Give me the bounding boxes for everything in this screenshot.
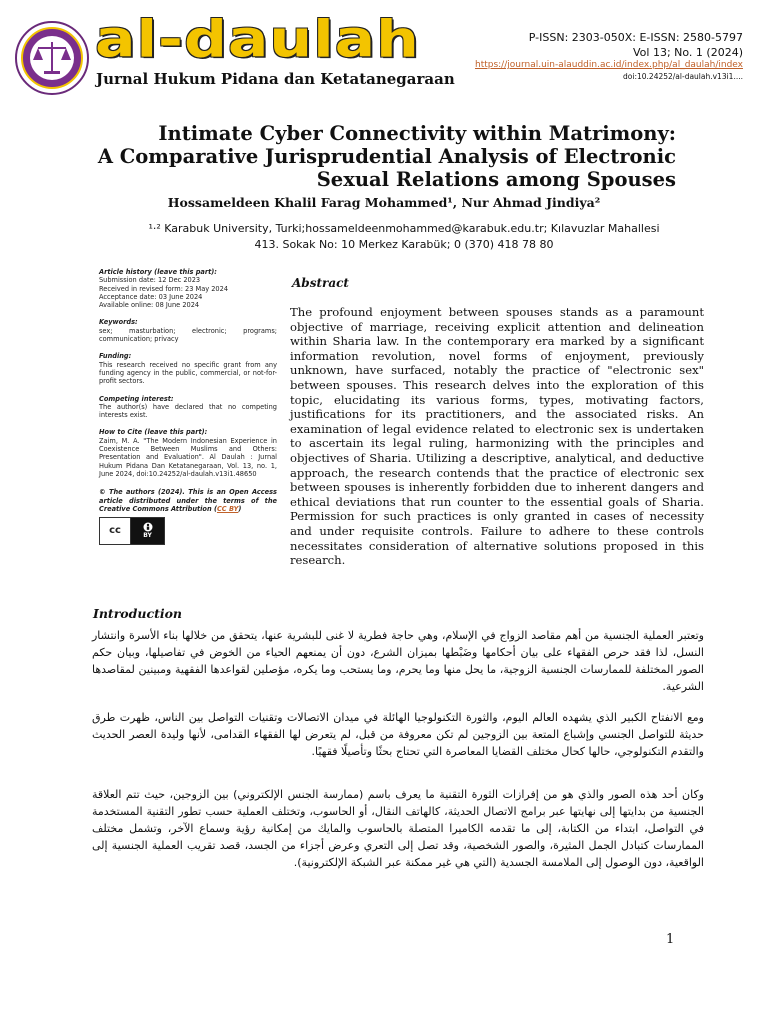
author-affiliation bbox=[120, 221, 688, 253]
title-line: Sexual Relations among Spouses bbox=[316, 168, 676, 191]
cc-by-license-badge[interactable] bbox=[99, 517, 165, 545]
introduction-paragraph: وكان أحد هذه الصور والذي هو من إفرازات الثورة التقنية ما يعرف باسم (ممارسة الجنس الإلكتروني) بين الزوجين، حيث تتم العلاقة الجنسية من بدايتها إلى نهايتها عبر برامج الاتصال الحديثة، كالهاتف النقال، أو الحاسوب، وتختلف العملية حسب تطور التقنية المستخدمة في التواصل، ابتداء من الكتابة، إلى ما تقدمه الكاميرا المتصلة بالحاسوب والمايك من إمكانية رؤية وسماع الآخر، وتشمل مختلف الممارسات كتبادل الجمل المثيرة، والصور الشخصية، وقد تصل إلى التعري وعرض أجزاء من الجسد، قصد تقريب العملية الجنسية إلى الواقعية، دون الوصول إلى الملامسة الجسدية (التي هي غير ممكنة عبر الشبكة الإلكترونية). bbox=[92, 788, 704, 869]
attribution-icon bbox=[131, 518, 164, 544]
online-date: Available online: 08 June 2024 bbox=[99, 301, 200, 310]
acceptance-date: Acceptance date: 03 June 2024 bbox=[99, 292, 203, 301]
affiliation-line: 413. Sokak No: 10 Merkez Karabük; 0 (370) 418 78 80 bbox=[254, 238, 554, 251]
doi-text: doi:10.24252/al-daulah.v13i1.... bbox=[623, 72, 743, 81]
license-text: © The authors (2024). This is an Open Access article distributed under the terms of the Creative Commons Attribution ( bbox=[99, 488, 277, 513]
competing-interest-heading: Competing interest: bbox=[99, 394, 174, 403]
creative-commons-icon: cc bbox=[100, 518, 131, 544]
article-title bbox=[98, 122, 676, 191]
funding-heading: Funding: bbox=[99, 352, 132, 361]
introduction-paragraph: وتعتبر العملية الجنسية من أهم مقاصد الزواج في الإسلام، وهي حاجة فطرية لا غنى للبشرية عنها، يتحقق من خلالها بناء الأسرة وانتشار النسل، لذا فقد حرص الفقهاء على بيان أحكامها وضَبْطها بميزان الشرع، دون أن يمنعهم الحياء من الخوض في تفاصيلها، وبيان حكم الصور المختلفة للممارسات الجنسية الزوجية، ما يحل منها وما يحرم، وما يستحب وما يكره، مؤصلين لقواعدها الفقهية ومبينين لمقاصدها الشرعية. bbox=[92, 629, 704, 693]
history-heading: Article history (leave this part): bbox=[99, 268, 217, 276]
submission-date: Submission date: 12 Dec 2023 bbox=[99, 276, 201, 285]
license-end: ) bbox=[238, 504, 242, 513]
issn-text: P-ISSN: 2303-050X: E-ISSN: 2580-5797 bbox=[528, 31, 743, 44]
title-line: A Comparative Jurisprudential Analysis of Electronic bbox=[97, 145, 676, 168]
competing-interest-text: The author(s) have declared that no competing interests exist. bbox=[99, 402, 277, 420]
article-info-column bbox=[99, 268, 277, 545]
abstract-text: The profound enjoyment between spouses stands as a paramount objective of marriage, receiving explicit attention and delineation within Sharia law. In the contemporary era marked by a significant information revolution, novel forms of enjoyment, previously unknown, have surfaced, notably the practice of "electronic sex" between spouses. This research delves into the exploration of this topic, elucidating its various forms, types, motivating factors, justifications for its practitioners, and the associated risks. An examination of legal evidence related to electronic sex is undertaken to ascertain its legal ruling, harmonizing with the principles and objectives of Sharia. Utilizing a descriptive, analytical, and deductive approach, the research contends that the practice of electronic sex between spouses is inherently forbidden due to inherent dangers and ethical deviations that run counter to the essential goals of Sharia. Permission for such practices is only granted in cases of necessity and under requisite controls. Failure to adhere to these controls necessitates consideration of alternative solutions proposed in this research. bbox=[290, 305, 704, 568]
page-number: 1 bbox=[666, 932, 675, 947]
keywords-text: sex; masturbation; electronic; programs; communication; privacy bbox=[99, 326, 277, 344]
revised-date: Received in revised form: 23 May 2024 bbox=[99, 284, 229, 293]
abstract-heading: Abstract bbox=[292, 276, 349, 290]
affiliation-line: ¹·² Karabuk University, Turki;hossameldeenmohammed@karabuk.edu.tr; Kılavuzlar Mahallesi bbox=[148, 222, 660, 235]
citation-text: Zaim, M. A. "The Modern Indonesian Experience in Coexistence Between Muslims and Others: Presentation and Evaluation". Al Daulah : Jurnal Hukum Pidana Dan Ketatanegaraan, Vol. 13, no. 1, June 2024, doi:10.24252/al-daulah.v13i1.48650 bbox=[99, 436, 277, 478]
article-authors: Hossameldeen Khalil Farag Mohammed¹, Nur Ahmad Jindiya² bbox=[167, 195, 601, 210]
license-statement bbox=[99, 488, 277, 513]
introduction-paragraph: ومع الانفتاح الكبير الذي يشهده العالم اليوم، والثورة التكنولوجيا الهائلة في ميدان الاتصالات وتقنيات التواصل بين الناس، ظهرت طرق حديثة للتواصل الجنسي وإشباع المتعة بين الزوجين لم تكن معروفة من قبل، لم يتعرض لها الفقهاء القدامى، لأنها وليدة العصر الحديث والتقدم التكنولوجي، حالها كحال مختلف القضايا المعاصرة التي تحتاج بحثًا وتأصيلًا فقهيًا. bbox=[92, 711, 704, 758]
keywords-heading: Keywords: bbox=[99, 318, 138, 327]
how-to-cite-heading: How to Cite (leave this part): bbox=[99, 428, 208, 437]
introduction-heading: Introduction bbox=[93, 606, 183, 621]
journal-emblem-icon bbox=[14, 20, 90, 96]
title-line: Intimate Cyber Connectivity within Matrimony: bbox=[158, 122, 676, 145]
funding-text: This research received no specific grant from any funding agency in the public, commercial, or not-for-profit sectors. bbox=[99, 360, 277, 386]
journal-logo-wordmark: al-daulah bbox=[95, 9, 420, 70]
cc-by-link[interactable]: CC BY bbox=[216, 504, 239, 513]
journal-subtitle: Jurnal Hukum Pidana dan Ketatanegaraan bbox=[96, 70, 455, 88]
volume-text: Vol 13; No. 1 (2024) bbox=[633, 46, 743, 59]
journal-url-link[interactable]: https://journal.uin-alauddin.ac.id/index.php/al_daulah/index bbox=[474, 60, 743, 70]
by-label: BY bbox=[143, 531, 152, 539]
